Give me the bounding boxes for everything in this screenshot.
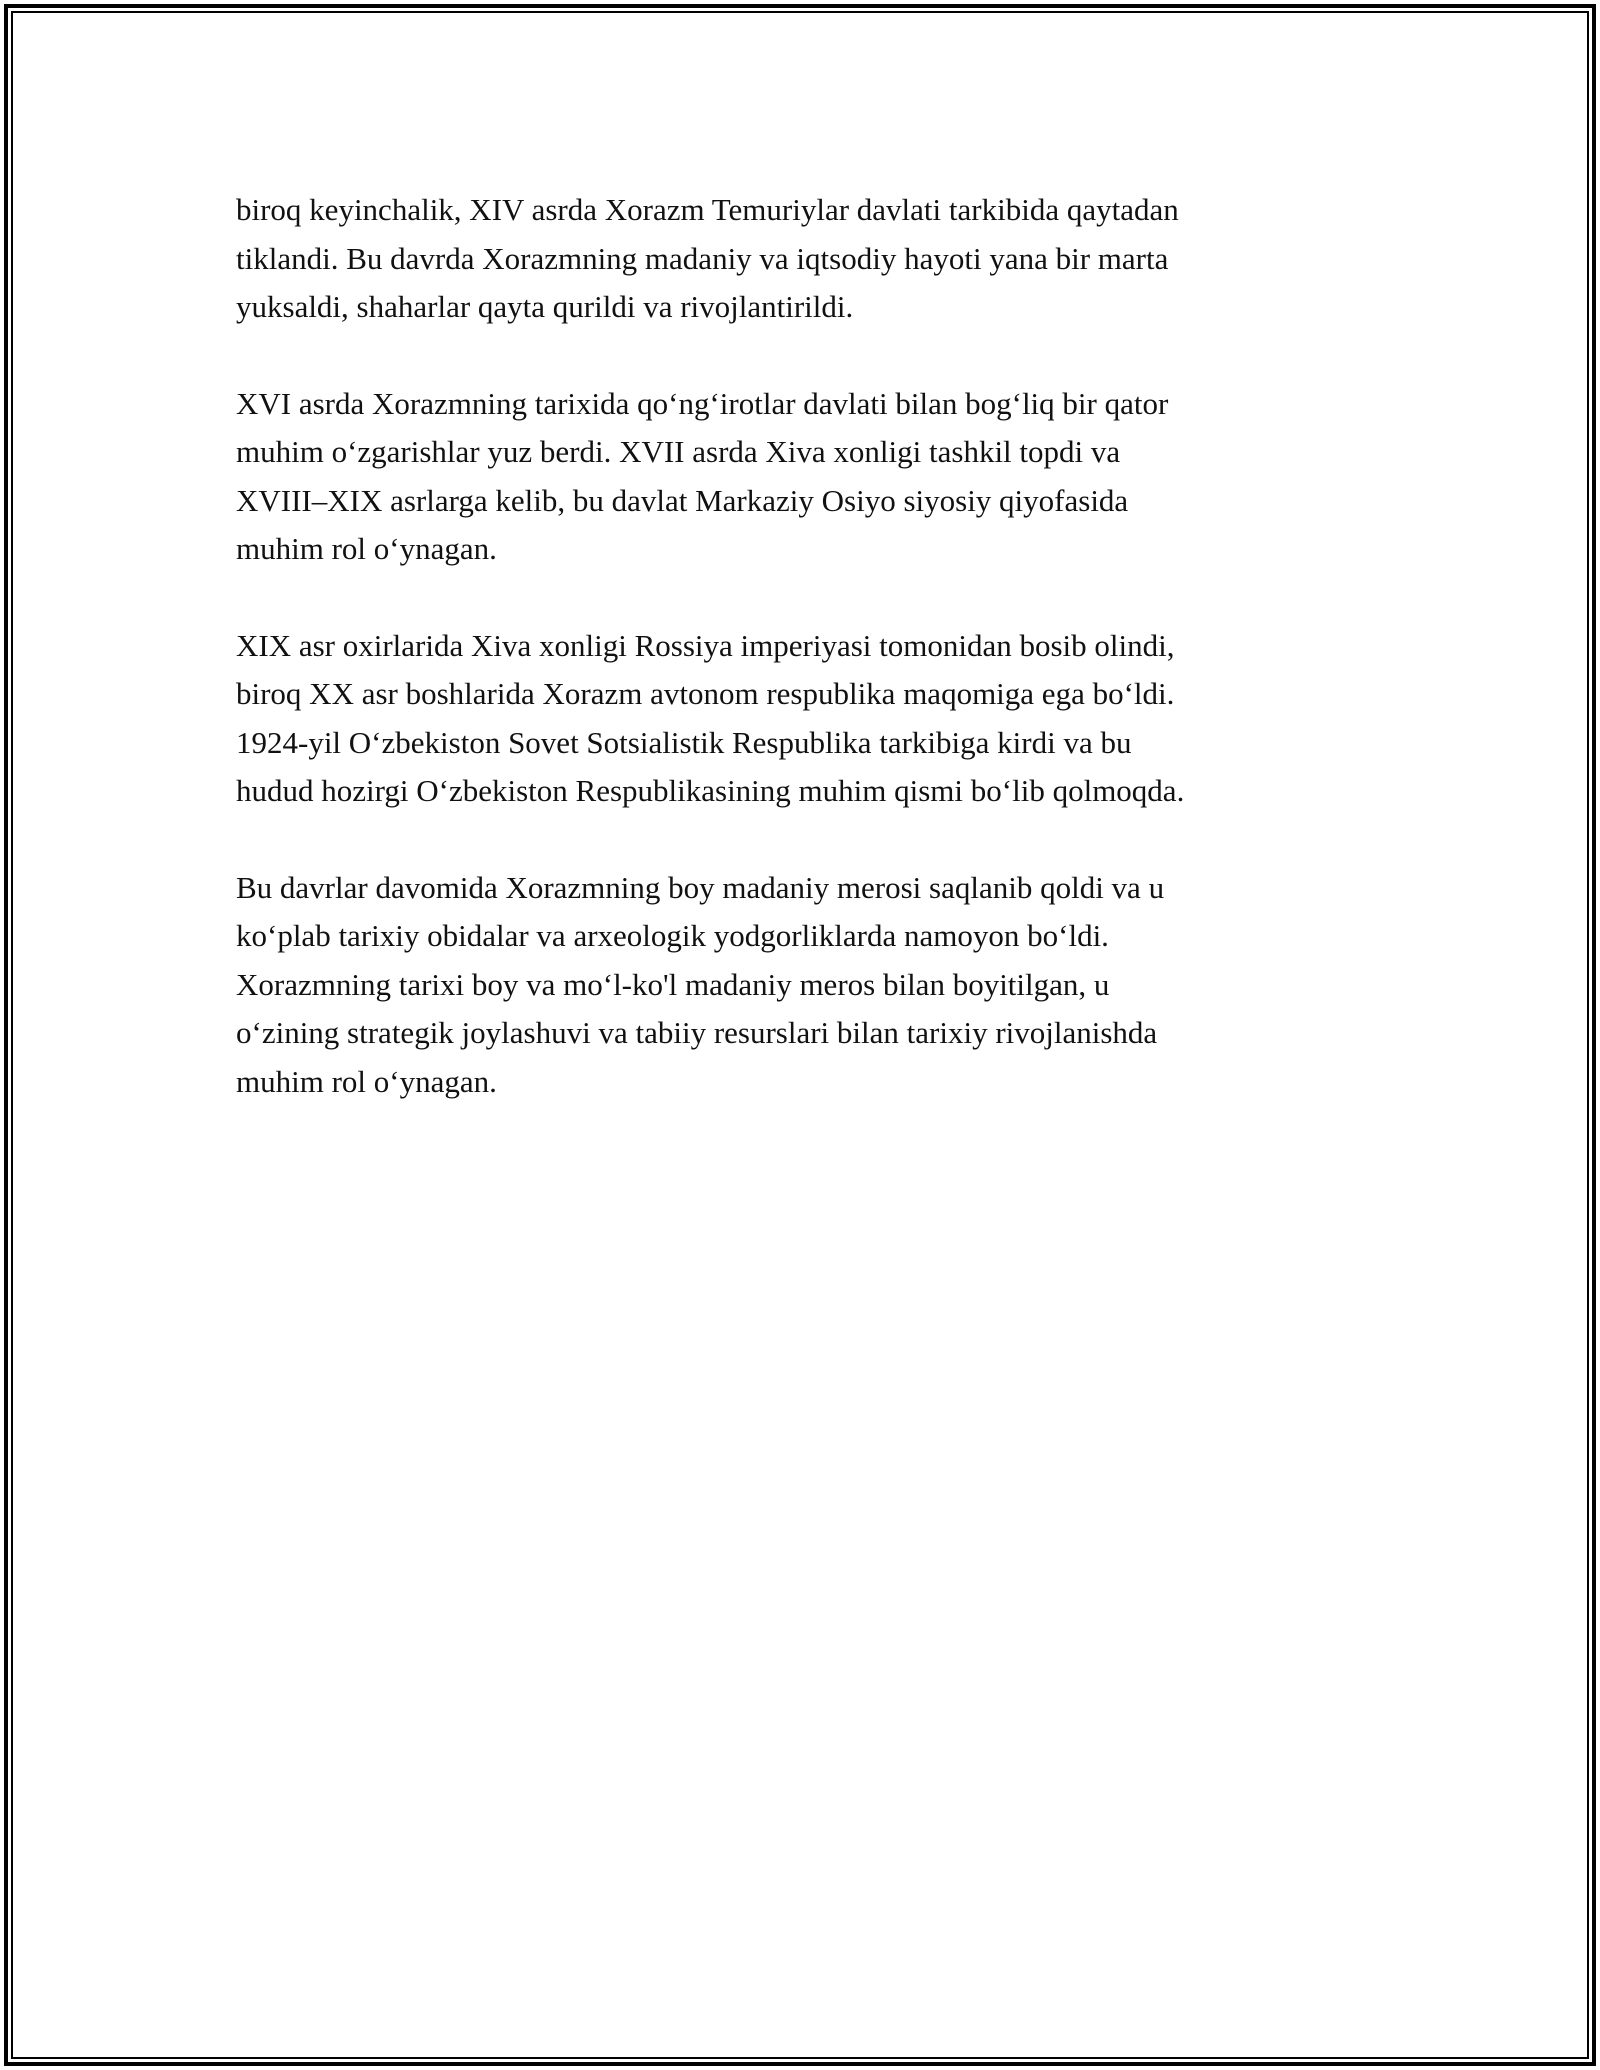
text-line: tiklandi. Bu davrda Xorazmning madaniy va iqtsodiy hayoti yana bir marta bbox=[236, 240, 1169, 276]
text-line: 1924-yil O‘zbekiston Sovet Sotsialistik Respublika tarkibiga kirdi va bu bbox=[236, 724, 1132, 760]
text-line: Xorazmning tarixi boy va mo‘l-ko'l madaniy meros bilan boyitilgan, u bbox=[236, 966, 1110, 1002]
text-line: XIX asr oxirlarida Xiva xonligi Rossiya imperiyasi tomonidan bosib olindi, bbox=[236, 627, 1175, 663]
text-line: Bu davrlar davomida Xorazmning boy madaniy merosi saqlanib qoldi va u bbox=[236, 869, 1165, 905]
text-line: XVI asrda Xorazmning tarixida qo‘ng‘irotlar davlati bilan bog‘liq bir qator bbox=[236, 385, 1169, 421]
text-line: muhim rol o‘ynagan. bbox=[236, 531, 497, 566]
text-line: biroq XX asr boshlarida Xorazm avtonom respublika maqomiga ega bo‘ldi. bbox=[236, 676, 1175, 711]
text-line: XVIII–XIX asrlarga kelib, bu davlat Markaziy Osiyo siyosiy qiyofasida bbox=[236, 482, 1129, 518]
paragraph-1 bbox=[236, 186, 1416, 332]
text-line: o‘zining strategik joylashuvi va tabiiy resurslari bilan tarixiy rivojlanishda bbox=[236, 1015, 1158, 1050]
paragraph-4 bbox=[236, 864, 1416, 1107]
text-line: ko‘plab tarixiy obidalar va arxeologik yodgorliklarda namoyon bo‘ldi. bbox=[236, 918, 1109, 953]
text-line: hudud hozirgi O‘zbekiston Respublikasining muhim qismi bo‘lib qolmoqda. bbox=[236, 773, 1185, 808]
text-line: yuksaldi, shaharlar qayta qurildi va rivojlantirildi. bbox=[236, 289, 854, 324]
document-body bbox=[236, 186, 1416, 1154]
paragraph-3 bbox=[236, 622, 1416, 816]
paragraph-2 bbox=[236, 380, 1416, 574]
text-line: muhim o‘zgarishlar yuz berdi. XVII asrda Xiva xonligi tashkil topdi va bbox=[236, 434, 1121, 469]
text-line: biroq keyinchalik, XIV asrda Xorazm Temuriylar davlati tarkibida qaytadan bbox=[236, 192, 1179, 227]
text-line: muhim rol o‘ynagan. bbox=[236, 1063, 497, 1099]
